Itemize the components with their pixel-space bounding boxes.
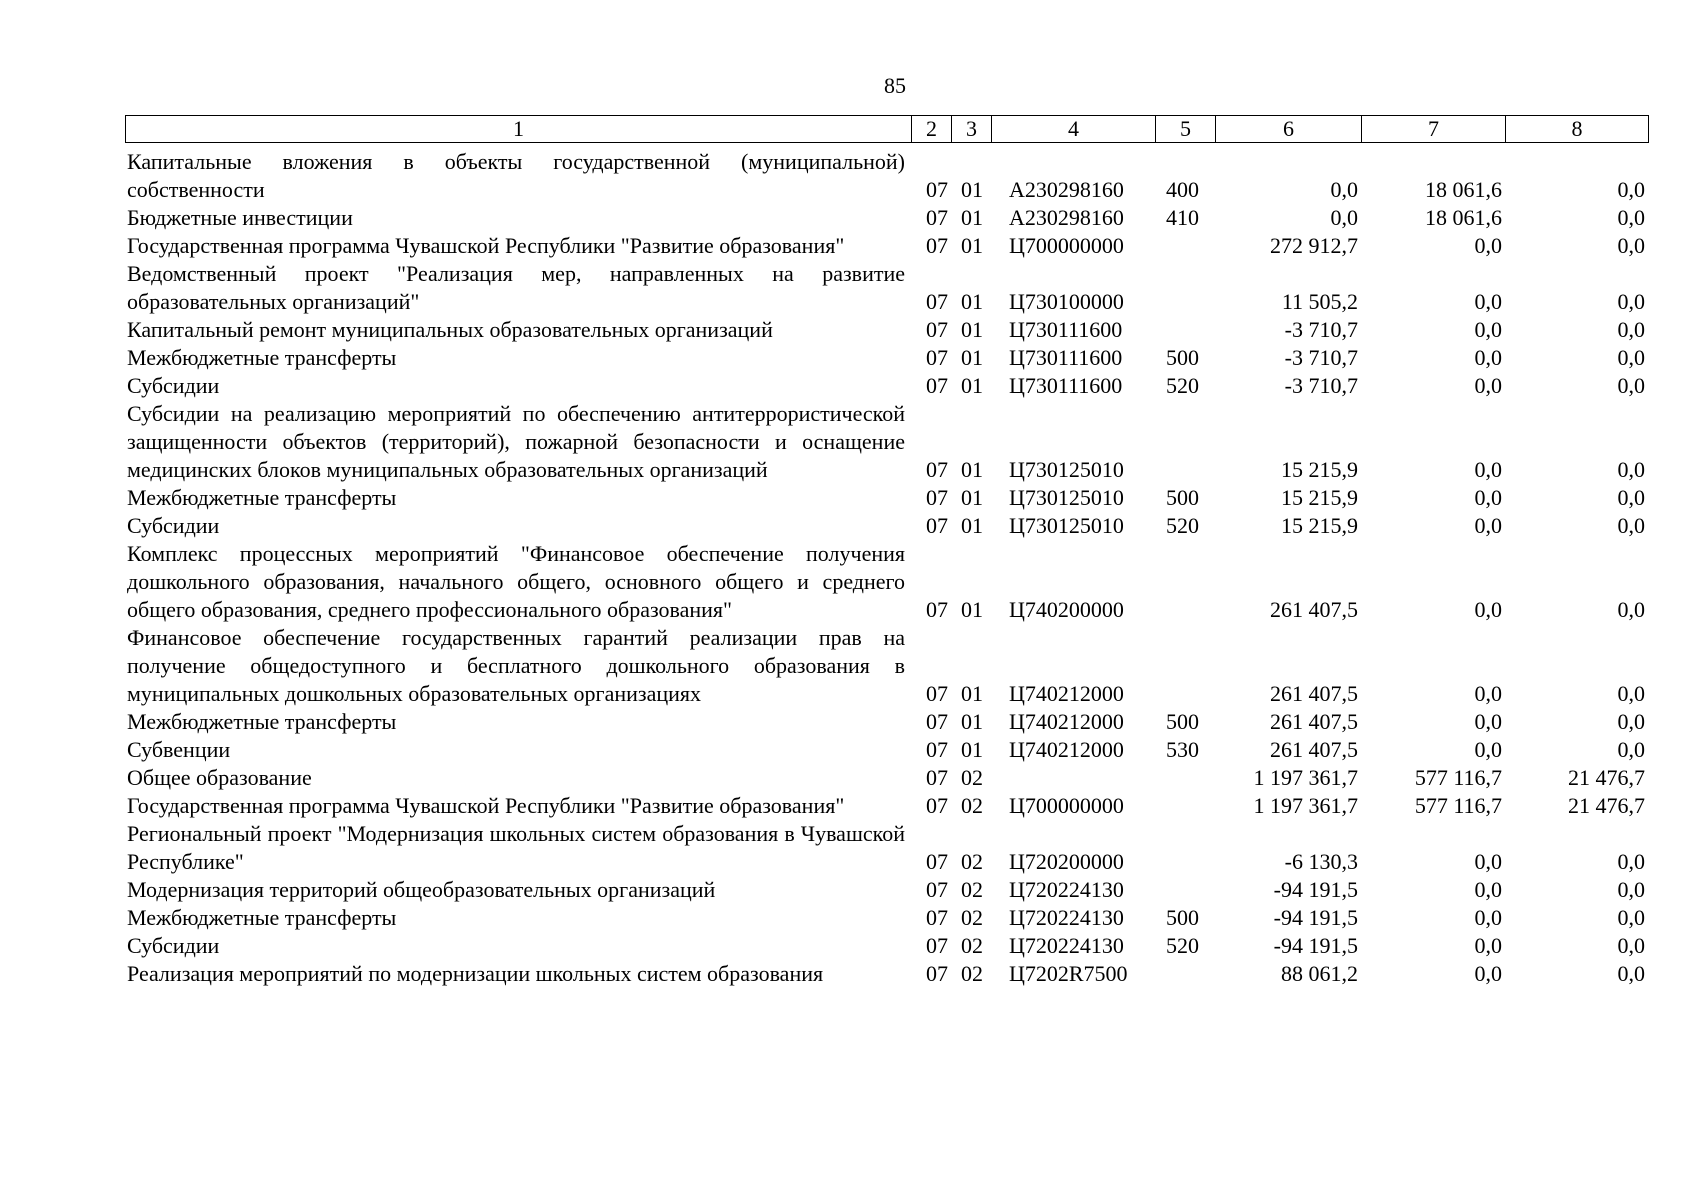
expense-type-code bbox=[1155, 232, 1215, 260]
subsection-code: 01 bbox=[961, 485, 983, 510]
row-name: Капитальный ремонт муниципальных образовательных организаций bbox=[127, 317, 773, 342]
amount-col-8: 0,0 bbox=[1617, 737, 1645, 762]
expense-type-code bbox=[1155, 316, 1215, 344]
section-code: 07 bbox=[926, 345, 948, 370]
amount-col-8: 0,0 bbox=[1617, 317, 1645, 342]
target-article-code: Ц730111600 bbox=[1009, 317, 1123, 342]
expense-type-code bbox=[1155, 820, 1215, 876]
target-article-code: А230298160 bbox=[1009, 177, 1124, 202]
header-col-8: 8 bbox=[1506, 116, 1649, 143]
table-row bbox=[125, 204, 1648, 232]
section-code: 07 bbox=[926, 317, 948, 342]
amount-col-7: 0,0 bbox=[1474, 289, 1502, 314]
row-name: Реализация мероприятий по модернизации школьных систем образования bbox=[127, 961, 824, 986]
amount-col-6: 11 505,2 bbox=[1281, 289, 1358, 314]
target-article-code: Ц720200000 bbox=[1009, 849, 1124, 874]
amount-col-6: 272 912,7 bbox=[1270, 233, 1358, 258]
expense-type-code: 500 bbox=[1166, 905, 1199, 930]
amount-col-8: 21 476,7 bbox=[1568, 765, 1645, 790]
expense-type-code bbox=[1155, 764, 1215, 792]
amount-col-6: -6 130,3 bbox=[1284, 849, 1358, 874]
amount-col-7: 0,0 bbox=[1474, 933, 1502, 958]
section-code: 07 bbox=[926, 681, 948, 706]
amount-col-8: 0,0 bbox=[1617, 289, 1645, 314]
row-name: Капитальные вложения в объекты государственной (муниципальной) собственности bbox=[127, 149, 905, 202]
amount-col-7: 18 061,6 bbox=[1425, 177, 1502, 202]
section-code: 07 bbox=[926, 177, 948, 202]
row-name: Бюджетные инвестиции bbox=[127, 205, 353, 230]
table-row bbox=[125, 736, 1648, 764]
table-row bbox=[125, 792, 1648, 820]
subsection-code: 01 bbox=[961, 513, 983, 538]
table-row bbox=[125, 400, 1648, 484]
expense-type-code bbox=[1155, 876, 1215, 904]
row-name: Субсидии bbox=[127, 513, 220, 538]
amount-col-8: 0,0 bbox=[1617, 373, 1645, 398]
page-number: 85 bbox=[884, 73, 906, 98]
table-row bbox=[125, 708, 1648, 736]
column-number-header bbox=[125, 115, 1649, 143]
amount-col-7: 0,0 bbox=[1474, 485, 1502, 510]
subsection-code: 01 bbox=[961, 737, 983, 762]
target-article-code: Ц740200000 bbox=[1009, 597, 1124, 622]
expense-type-code bbox=[1155, 624, 1215, 708]
amount-col-7: 0,0 bbox=[1474, 233, 1502, 258]
target-article-code: Ц740212000 bbox=[1009, 709, 1124, 734]
target-article-code: Ц720224130 bbox=[1009, 905, 1124, 930]
row-name: Субвенции bbox=[127, 737, 231, 762]
amount-col-8: 0,0 bbox=[1617, 457, 1645, 482]
table-row bbox=[125, 960, 1648, 988]
row-name: Субсидии bbox=[127, 933, 220, 958]
section-code: 07 bbox=[926, 849, 948, 874]
expense-type-code: 500 bbox=[1166, 485, 1199, 510]
section-code: 07 bbox=[926, 905, 948, 930]
row-name: Комплекс процессных мероприятий "Финансовое обеспечение получения дошкольного образования, начального общего, основного общего и среднего общего образования, среднего профессионального образования" bbox=[127, 541, 905, 622]
amount-col-7: 0,0 bbox=[1474, 345, 1502, 370]
table-row bbox=[125, 232, 1648, 260]
row-name: Межбюджетные трансферты bbox=[127, 905, 397, 930]
amount-col-6: 15 215,9 bbox=[1281, 513, 1358, 538]
amount-col-6: -94 191,5 bbox=[1273, 905, 1358, 930]
section-code: 07 bbox=[926, 513, 948, 538]
target-article-code: Ц7202R7500 bbox=[1009, 961, 1128, 986]
expense-type-code bbox=[1155, 400, 1215, 484]
expense-type-code bbox=[1155, 260, 1215, 316]
amount-col-7: 18 061,6 bbox=[1425, 205, 1502, 230]
amount-col-6: 88 061,2 bbox=[1281, 961, 1358, 986]
amount-col-8: 0,0 bbox=[1617, 961, 1645, 986]
header-col-3: 3 bbox=[952, 116, 992, 143]
row-name: Финансовое обеспечение государственных гарантий реализации прав на получение общедоступного и бесплатного дошкольного образования в муниципальных дошкольных образовательных организациях bbox=[127, 625, 905, 706]
amount-col-6: 15 215,9 bbox=[1281, 457, 1358, 482]
amount-col-7: 577 116,7 bbox=[1414, 793, 1502, 818]
amount-col-7: 0,0 bbox=[1474, 597, 1502, 622]
amount-col-6: -94 191,5 bbox=[1273, 933, 1358, 958]
row-name: Субсидии на реализацию мероприятий по обеспечению антитеррористической защищенности объектов (территорий), пожарной безопасности и оснащение медицинских блоков муниципальных образовательных организаций bbox=[127, 401, 905, 482]
target-article-code bbox=[991, 764, 1155, 792]
row-name: Государственная программа Чувашской Республики "Развитие образования" bbox=[127, 793, 845, 818]
table-row bbox=[125, 820, 1648, 876]
subsection-code: 02 bbox=[961, 905, 983, 930]
expense-type-code: 520 bbox=[1166, 373, 1199, 398]
amount-col-8: 0,0 bbox=[1617, 681, 1645, 706]
amount-col-8: 0,0 bbox=[1617, 233, 1645, 258]
header-col-2: 2 bbox=[912, 116, 952, 143]
amount-col-6: 15 215,9 bbox=[1281, 485, 1358, 510]
row-name: Модернизация территорий общеобразовательных организаций bbox=[127, 877, 716, 902]
subsection-code: 02 bbox=[961, 961, 983, 986]
expense-type-code bbox=[1155, 540, 1215, 624]
amount-col-6: -94 191,5 bbox=[1273, 877, 1358, 902]
table-row bbox=[125, 260, 1648, 316]
expense-type-code: 400 bbox=[1166, 177, 1199, 202]
subsection-code: 01 bbox=[961, 373, 983, 398]
section-code: 07 bbox=[926, 457, 948, 482]
amount-col-7: 0,0 bbox=[1474, 681, 1502, 706]
section-code: 07 bbox=[926, 765, 948, 790]
section-code: 07 bbox=[926, 233, 948, 258]
expense-type-code: 530 bbox=[1166, 737, 1199, 762]
subsection-code: 02 bbox=[961, 933, 983, 958]
subsection-code: 01 bbox=[961, 709, 983, 734]
amount-col-6: -3 710,7 bbox=[1284, 317, 1358, 342]
expense-type-code: 520 bbox=[1166, 933, 1199, 958]
subsection-code: 01 bbox=[961, 681, 983, 706]
amount-col-7: 0,0 bbox=[1474, 737, 1502, 762]
section-code: 07 bbox=[926, 373, 948, 398]
amount-col-7: 0,0 bbox=[1474, 709, 1502, 734]
section-code: 07 bbox=[926, 485, 948, 510]
target-article-code: Ц730125010 bbox=[1009, 513, 1124, 538]
target-article-code: Ц740212000 bbox=[1009, 681, 1124, 706]
subsection-code: 01 bbox=[961, 289, 983, 314]
target-article-code: Ц740212000 bbox=[1009, 737, 1124, 762]
amount-col-8: 21 476,7 bbox=[1568, 793, 1645, 818]
subsection-code: 02 bbox=[961, 793, 983, 818]
row-name: Межбюджетные трансферты bbox=[127, 709, 397, 734]
target-article-code: Ц730111600 bbox=[1009, 345, 1123, 370]
table-row bbox=[125, 316, 1648, 344]
subsection-code: 01 bbox=[961, 233, 983, 258]
row-name: Межбюджетные трансферты bbox=[127, 345, 397, 370]
amount-col-8: 0,0 bbox=[1617, 849, 1645, 874]
amount-col-7: 0,0 bbox=[1474, 877, 1502, 902]
amount-col-6: 1 197 361,7 bbox=[1253, 793, 1358, 818]
subsection-code: 01 bbox=[961, 177, 983, 202]
amount-col-6: 261 407,5 bbox=[1270, 709, 1358, 734]
target-article-code: Ц700000000 bbox=[1009, 233, 1124, 258]
header-col-5: 5 bbox=[1156, 116, 1216, 143]
expense-type-code bbox=[1155, 792, 1215, 820]
section-code: 07 bbox=[926, 709, 948, 734]
amount-col-6: 261 407,5 bbox=[1270, 737, 1358, 762]
target-article-code: Ц730100000 bbox=[1009, 289, 1124, 314]
table-row bbox=[125, 512, 1648, 540]
subsection-code: 01 bbox=[961, 597, 983, 622]
header-col-7: 7 bbox=[1362, 116, 1506, 143]
subsection-code: 01 bbox=[961, 345, 983, 370]
amount-col-8: 0,0 bbox=[1617, 597, 1645, 622]
target-article-code: Ц730111600 bbox=[1009, 373, 1123, 398]
expense-type-code: 500 bbox=[1166, 709, 1199, 734]
table-row bbox=[125, 624, 1648, 708]
expense-type-code: 500 bbox=[1166, 345, 1199, 370]
amount-col-7: 0,0 bbox=[1474, 513, 1502, 538]
row-name: Субсидии bbox=[127, 373, 220, 398]
target-article-code: А230298160 bbox=[1009, 205, 1124, 230]
header-col-6: 6 bbox=[1216, 116, 1362, 143]
table-row bbox=[125, 540, 1648, 624]
table-row bbox=[125, 372, 1648, 400]
amount-col-7: 0,0 bbox=[1474, 961, 1502, 986]
section-code: 07 bbox=[926, 289, 948, 314]
table-row bbox=[125, 148, 1648, 204]
target-article-code: Ц720224130 bbox=[1009, 877, 1124, 902]
header-col-1: 1 bbox=[126, 116, 912, 143]
amount-col-8: 0,0 bbox=[1617, 177, 1645, 202]
amount-col-8: 0,0 bbox=[1617, 709, 1645, 734]
table-row bbox=[125, 932, 1648, 960]
amount-col-7: 0,0 bbox=[1474, 905, 1502, 930]
section-code: 07 bbox=[926, 877, 948, 902]
amount-col-8: 0,0 bbox=[1617, 877, 1645, 902]
section-code: 07 bbox=[926, 933, 948, 958]
amount-col-8: 0,0 bbox=[1617, 345, 1645, 370]
row-name: Межбюджетные трансферты bbox=[127, 485, 397, 510]
amount-col-7: 0,0 bbox=[1474, 457, 1502, 482]
subsection-code: 02 bbox=[961, 765, 983, 790]
table-row bbox=[125, 764, 1648, 792]
table-row bbox=[125, 344, 1648, 372]
table-row bbox=[125, 904, 1648, 932]
amount-col-7: 0,0 bbox=[1474, 849, 1502, 874]
subsection-code: 01 bbox=[961, 205, 983, 230]
expense-type-code bbox=[1155, 960, 1215, 988]
amount-col-7: 0,0 bbox=[1474, 317, 1502, 342]
amount-col-8: 0,0 bbox=[1617, 905, 1645, 930]
section-code: 07 bbox=[926, 205, 948, 230]
amount-col-6: 261 407,5 bbox=[1270, 597, 1358, 622]
section-code: 07 bbox=[926, 597, 948, 622]
expense-type-code: 520 bbox=[1166, 513, 1199, 538]
amount-col-8: 0,0 bbox=[1617, 513, 1645, 538]
target-article-code: Ц730125010 bbox=[1009, 457, 1124, 482]
amount-col-6: -3 710,7 bbox=[1284, 345, 1358, 370]
amount-col-6: 0,0 bbox=[1330, 205, 1358, 230]
row-name: Ведомственный проект "Реализация мер, направленных на развитие образовательных организаций" bbox=[127, 261, 905, 314]
subsection-code: 02 bbox=[961, 877, 983, 902]
header-col-4: 4 bbox=[992, 116, 1156, 143]
target-article-code: Ц700000000 bbox=[1009, 793, 1124, 818]
subsection-code: 01 bbox=[961, 457, 983, 482]
row-name: Государственная программа Чувашской Республики "Развитие образования" bbox=[127, 233, 845, 258]
amount-col-8: 0,0 bbox=[1617, 933, 1645, 958]
target-article-code: Ц730125010 bbox=[1009, 485, 1124, 510]
amount-col-8: 0,0 bbox=[1617, 485, 1645, 510]
section-code: 07 bbox=[926, 793, 948, 818]
section-code: 07 bbox=[926, 961, 948, 986]
row-name: Региональный проект "Модернизация школьных систем образования в Чувашской Республике" bbox=[127, 821, 905, 874]
section-code: 07 bbox=[926, 737, 948, 762]
amount-col-6: 261 407,5 bbox=[1270, 681, 1358, 706]
amount-col-6: 1 197 361,7 bbox=[1253, 765, 1358, 790]
amount-col-8: 0,0 bbox=[1617, 205, 1645, 230]
table-row bbox=[125, 484, 1648, 512]
amount-col-7: 0,0 bbox=[1474, 373, 1502, 398]
row-name: Общее образование bbox=[127, 765, 312, 790]
table-row bbox=[125, 876, 1648, 904]
amount-col-6: -3 710,7 bbox=[1284, 373, 1358, 398]
amount-col-6: 0,0 bbox=[1330, 177, 1358, 202]
expense-type-code: 410 bbox=[1166, 205, 1199, 230]
amount-col-7: 577 116,7 bbox=[1414, 765, 1502, 790]
subsection-code: 02 bbox=[961, 849, 983, 874]
subsection-code: 01 bbox=[961, 317, 983, 342]
budget-table bbox=[125, 148, 1648, 988]
target-article-code: Ц720224130 bbox=[1009, 933, 1124, 958]
